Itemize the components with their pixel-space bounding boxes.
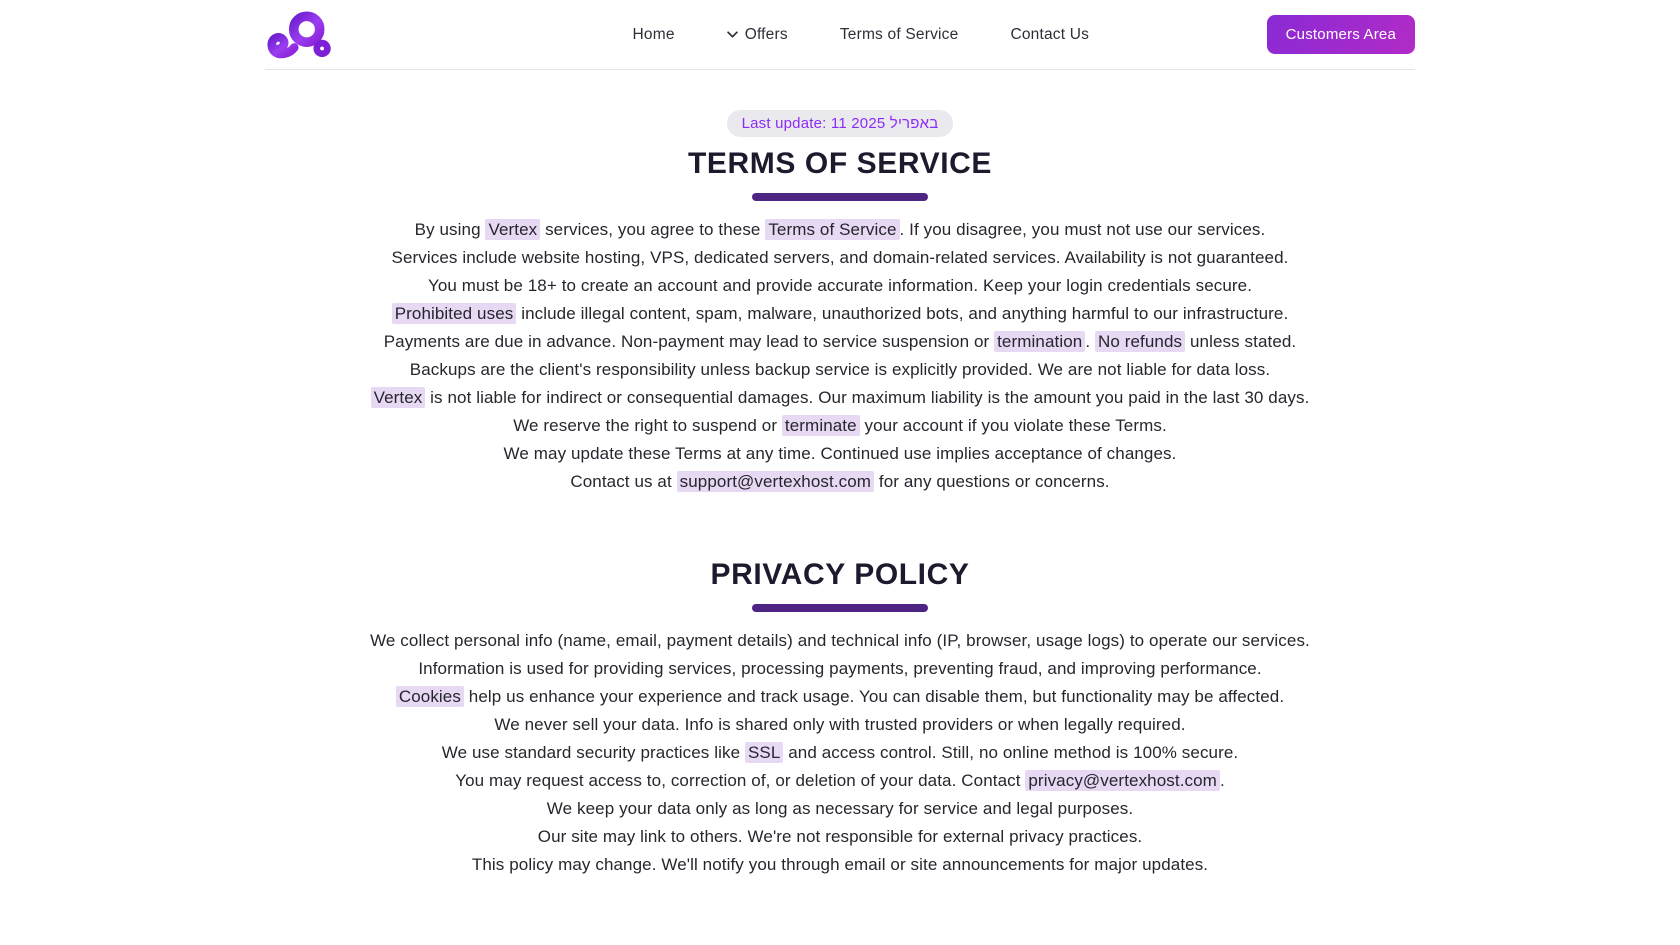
text-segment: include illegal content, spam, malware, unauthorized bots, and anything harmful to our infrastructure. — [516, 304, 1289, 323]
section-title-privacy-policy: PRIVACY POLICY — [710, 558, 970, 591]
policy-line — [265, 823, 1415, 851]
text-segment: This policy may change. We'll notify you through email or site announcements for major updates. — [471, 855, 1209, 874]
policy-line — [265, 328, 1415, 356]
nav-item-terms-of-service[interactable] — [840, 26, 959, 44]
nav-item-label: Home — [632, 25, 675, 43]
nav-item-label: Contact Us — [1010, 25, 1090, 43]
nav-item-contact-us[interactable] — [1010, 26, 1089, 44]
text-segment: We keep your data only as long as necessary for service and legal purposes. — [546, 799, 1134, 818]
policy-line — [265, 356, 1415, 384]
text-segment: for any questions or concerns. — [874, 472, 1110, 491]
text-segment: We collect personal info (name, email, payment details) and technical info (IP, browser, usage logs) to operate our services. — [370, 631, 1310, 650]
highlight-segment: support@vertexhost.com — [677, 471, 874, 492]
title-underline-bar — [752, 193, 928, 201]
highlight-segment: Prohibited uses — [392, 303, 517, 324]
policy-line — [265, 711, 1415, 739]
highlight-segment: termination — [994, 331, 1085, 352]
nav-item-home[interactable] — [633, 26, 675, 44]
text-segment: help us enhance your experience and track usage. You can disable them, but functionality may be affected. — [463, 687, 1285, 706]
policy-line — [265, 440, 1415, 468]
customers-area-button[interactable]: Customers Area — [1267, 15, 1415, 54]
policy-line — [265, 244, 1415, 272]
highlight-segment: Vertex — [371, 387, 426, 408]
policy-line — [265, 739, 1415, 767]
policy-line — [265, 384, 1415, 412]
text-segment: You must be 18+ to create an account and provide accurate information. Keep your login credentials secure. — [427, 276, 1253, 295]
text-segment: Services include website hosting, VPS, dedicated servers, and domain-related services. Availability is not guaranteed. — [391, 248, 1289, 267]
nav-item-offers[interactable] — [727, 26, 788, 44]
highlight-segment: No refunds — [1095, 331, 1185, 352]
text-segment: . — [1085, 332, 1095, 351]
text-segment: We may update these Terms at any time. Continued use implies acceptance of changes. — [503, 444, 1177, 463]
site-header — [0, 0, 1680, 70]
text-segment: Payments are due in advance. Non-payment may lead to service suspension or — [383, 332, 995, 351]
text-segment: We use standard security practices like — [441, 743, 745, 762]
title-underline-bar — [752, 604, 928, 612]
policy-line — [265, 216, 1415, 244]
text-segment: . — [1219, 771, 1225, 790]
text-segment: Information is used for providing services, processing payments, preventing fraud, and improving performance. — [418, 659, 1262, 678]
text-segment: Our site may link to others. We're not responsible for external privacy practices. — [537, 827, 1143, 846]
nav-item-label: Offers — [744, 25, 788, 43]
cloud-logo-icon — [265, 11, 335, 59]
text-segment: your account if you violate these Terms. — [859, 416, 1167, 435]
text-segment: We reserve the right to suspend or — [513, 416, 782, 435]
policy-line — [265, 412, 1415, 440]
text-segment: unless stated. — [1185, 332, 1297, 351]
highlight-segment: Cookies — [396, 686, 464, 707]
highlight-segment: SSL — [745, 742, 783, 763]
vertex-cloud-logo[interactable] — [265, 11, 335, 59]
policy-line — [265, 655, 1415, 683]
text-segment: By using — [414, 220, 486, 239]
last-update-badge: Last update: 11 באפריל 2025 — [727, 110, 954, 137]
text-segment: and access control. Still, no online method is 100% secure. — [783, 743, 1239, 762]
text-segment: is not liable for indirect or consequential damages. Our maximum liability is the amount you paid in the last 30 days. — [425, 388, 1310, 407]
policy-line — [265, 795, 1415, 823]
policy-sections — [265, 147, 1415, 879]
chevron-down-icon — [727, 31, 738, 38]
page-content — [265, 70, 1415, 879]
section-terms-of-service — [265, 147, 1415, 496]
highlight-segment: Vertex — [485, 219, 540, 240]
policy-line — [265, 468, 1415, 496]
text-segment: You may request access to, correction of, or deletion of your data. Contact — [455, 771, 1026, 790]
main-nav — [633, 26, 1090, 44]
policy-line — [265, 300, 1415, 328]
badge-row — [265, 110, 1415, 137]
section-title-terms-of-service: TERMS OF SERVICE — [687, 147, 993, 180]
section-privacy-policy — [265, 558, 1415, 879]
policy-line — [265, 683, 1415, 711]
highlight-segment: Terms of Service — [765, 219, 899, 240]
policy-line — [265, 851, 1415, 879]
text-segment: Contact us at — [570, 472, 677, 491]
highlight-segment: privacy@vertexhost.com — [1025, 770, 1220, 791]
text-segment: Backups are the client's responsibility unless backup service is explicitly provided. We are not liable for data loss. — [409, 360, 1271, 379]
text-segment: services, you agree to these — [540, 220, 766, 239]
highlight-segment: terminate — [782, 415, 860, 436]
policy-line — [265, 627, 1415, 655]
policy-line — [265, 272, 1415, 300]
nav-item-label: Terms of Service — [839, 25, 959, 43]
text-segment: . If you disagree, you must not use our services. — [899, 220, 1266, 239]
policy-line — [265, 767, 1415, 795]
text-segment: We never sell your data. Info is shared only with trusted providers or when legally required. — [494, 715, 1186, 734]
